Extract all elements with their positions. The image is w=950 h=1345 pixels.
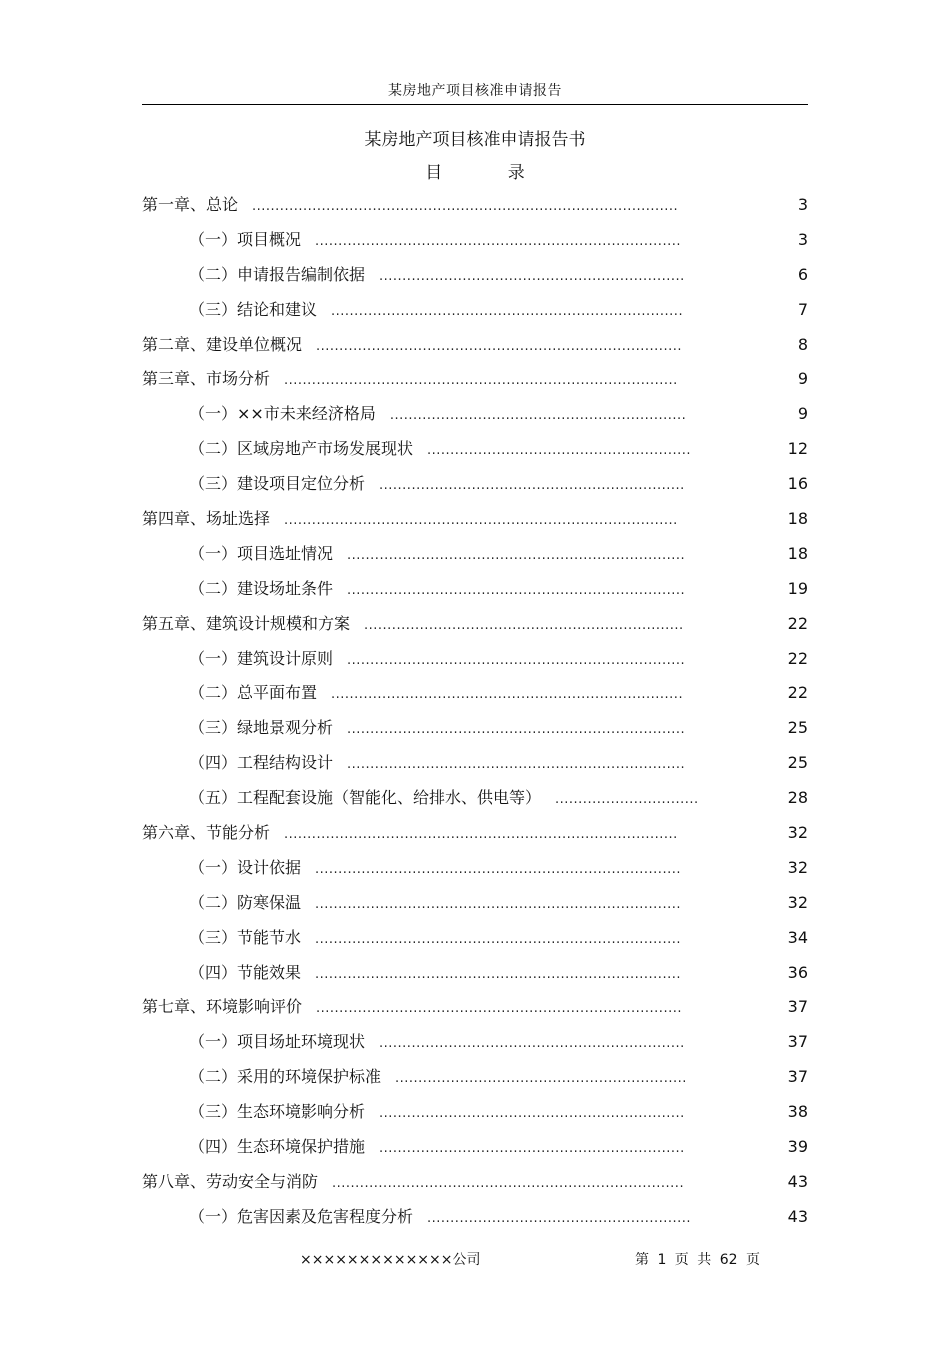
toc-entry-title: 第三章、市场分析 — [142, 369, 271, 389]
toc-dot-leader: ......................................................... — [427, 443, 692, 459]
toc-entry-title: （一）设计依据 — [189, 857, 302, 877]
toc-dot-leader: ................................................................ — [389, 408, 687, 424]
toc-entry-page-number: 32 — [787, 857, 808, 877]
toc-heading: 目 录 — [425, 163, 555, 183]
toc-entry-title: 第一章、总论 — [142, 195, 239, 214]
footer-page-info: 第 1 页 共 62 页 — [635, 1252, 760, 1268]
toc-entry-page-number: 6 — [797, 264, 808, 284]
toc-entry-section[interactable] — [142, 643, 808, 678]
toc-dot-leader: ............................................................................... — [315, 233, 681, 249]
running-header: 某房地产项目核准申请报告 — [388, 83, 562, 99]
toc-entry-title: （三）节能节水 — [189, 927, 302, 947]
toc-entry-title: 第七章、环境影响评价 — [142, 997, 303, 1017]
toc-dot-leader: ............................................................................ — [332, 1175, 685, 1191]
toc-entry-section[interactable] — [142, 747, 808, 782]
footer-company: ×××××××××××××公司 — [300, 1252, 481, 1268]
toc-entry-title: （一）项目选址情况 — [189, 543, 334, 563]
toc-dot-leader: ............................................................................... — [315, 931, 681, 947]
toc-entry-page-number: 37 — [787, 1032, 808, 1052]
toc-dot-leader: ..................................................................................... — [284, 827, 678, 843]
toc-entry-section[interactable] — [142, 259, 808, 294]
toc-dot-leader: ..................................................................................... — [284, 373, 678, 389]
document-title: 某房地产项目核准申请报告书 — [364, 130, 586, 150]
toc-entry-page-number: 18 — [787, 509, 808, 529]
toc-entry-page-number: 9 — [797, 404, 808, 424]
toc-dot-leader: ............................................................... — [395, 1071, 687, 1087]
toc-entry-page-number: 32 — [787, 892, 808, 912]
toc-entry-page-number: 16 — [787, 474, 808, 494]
toc-dot-leader: ......................................................... — [427, 1210, 692, 1226]
toc-entry-chapter[interactable] — [142, 363, 808, 398]
toc-entry-page-number: 9 — [797, 369, 808, 389]
toc-entry-title: （三）生态环境影响分析 — [189, 1102, 366, 1122]
toc-entry-title: （三）结论和建议 — [189, 299, 318, 319]
toc-entry-section[interactable] — [142, 957, 808, 992]
toc-entry-title: （二）采用的环境保护标准 — [189, 1067, 382, 1087]
toc-entry-chapter[interactable] — [142, 503, 808, 538]
toc-dot-leader: ............................................................................ — [331, 303, 684, 319]
toc-entry-section[interactable] — [142, 922, 808, 957]
header-rule — [142, 104, 808, 105]
toc-entry-page-number: 19 — [787, 578, 808, 598]
toc-dot-leader: ............................................................................... — [315, 896, 681, 912]
toc-entry-section[interactable] — [142, 433, 808, 468]
toc-entry-section[interactable] — [142, 852, 808, 887]
toc-dot-leader: ............................................................................... — [315, 966, 681, 982]
table-of-contents — [142, 189, 808, 1236]
toc-entry-title: 第五章、建筑设计规模和方案 — [142, 613, 351, 633]
toc-entry-chapter[interactable] — [142, 189, 808, 224]
toc-entry-title: （三）绿地景观分析 — [189, 718, 334, 738]
toc-entry-page-number: 22 — [787, 648, 808, 668]
toc-entry-page-number: 28 — [787, 788, 808, 808]
toc-entry-section[interactable] — [142, 224, 808, 259]
toc-entry-title: 第四章、场址选择 — [142, 509, 271, 529]
toc-entry-title: （二）防寒保温 — [189, 892, 302, 912]
toc-entry-section[interactable] — [142, 887, 808, 922]
toc-dot-leader: .................................................................. — [379, 268, 685, 284]
toc-dot-leader: ............................................................................ — [331, 687, 684, 703]
toc-entry-section[interactable] — [142, 1026, 808, 1061]
toc-dot-leader: .................................................................. — [379, 1036, 685, 1052]
toc-entry-title: （四）生态环境保护措施 — [189, 1137, 366, 1157]
toc-entry-chapter[interactable] — [142, 329, 808, 364]
toc-entry-title: （一）项目概况 — [189, 229, 302, 249]
toc-entry-section[interactable] — [142, 782, 808, 817]
toc-dot-leader: .................................................................. — [379, 1141, 685, 1157]
toc-entry-page-number: 38 — [787, 1102, 808, 1122]
toc-entry-title: （五）工程配套设施（智能化、给排水、供电等） — [189, 788, 542, 808]
toc-entry-title: （二）总平面布置 — [189, 683, 318, 703]
toc-entry-section[interactable] — [142, 573, 808, 608]
toc-entry-page-number: 37 — [787, 997, 808, 1017]
toc-entry-section[interactable] — [142, 1201, 808, 1236]
page-footer — [0, 1249, 950, 1269]
toc-dot-leader: ............................................................................... — [315, 861, 681, 877]
toc-entry-section[interactable] — [142, 538, 808, 573]
toc-entry-title: 第八章、劳动安全与消防 — [142, 1171, 319, 1191]
toc-entry-section[interactable] — [142, 677, 808, 712]
toc-entry-page-number: 22 — [787, 683, 808, 703]
toc-entry-page-number: 39 — [787, 1137, 808, 1157]
toc-entry-page-number: 18 — [787, 543, 808, 563]
toc-entry-page-number: 12 — [787, 439, 808, 459]
toc-entry-page-number: 3 — [797, 229, 808, 249]
toc-dot-leader: ..................................................................... — [364, 617, 684, 633]
toc-dot-leader: ............................................................................... — [316, 338, 682, 354]
toc-dot-leader: ......................................................................... — [347, 652, 686, 668]
toc-entry-title: （四）工程结构设计 — [189, 753, 334, 773]
toc-entry-chapter[interactable] — [142, 1166, 808, 1201]
toc-dot-leader: ......................................................................... — [347, 582, 686, 598]
toc-dot-leader: ......................................................................... — [347, 547, 686, 563]
toc-entry-section[interactable] — [142, 294, 808, 329]
toc-dot-leader: ......................................................................... — [347, 722, 686, 738]
toc-entry-chapter[interactable] — [142, 608, 808, 643]
toc-entry-page-number: 25 — [787, 753, 808, 773]
toc-entry-title: （二）申请报告编制依据 — [189, 264, 366, 284]
toc-entry-title: （二）区域房地产市场发展现状 — [189, 439, 414, 459]
toc-entry-title: （二）建设场址条件 — [189, 578, 334, 598]
toc-entry-page-number: 32 — [787, 823, 808, 843]
toc-entry-section[interactable] — [142, 712, 808, 747]
toc-entry-page-number: 43 — [787, 1206, 808, 1226]
toc-entry-page-number: 3 — [797, 195, 808, 214]
toc-entry-chapter[interactable] — [142, 817, 808, 852]
toc-entry-title: （一）项目场址环境现状 — [189, 1032, 366, 1052]
toc-entry-section[interactable] — [142, 1061, 808, 1096]
toc-entry-title: （四）节能效果 — [189, 962, 302, 982]
toc-entry-section[interactable] — [142, 1131, 808, 1166]
toc-entry-title: （一）建筑设计原则 — [189, 648, 334, 668]
toc-dot-leader: ............................... — [555, 792, 699, 808]
toc-entry-title: （一）危害因素及危害程度分析 — [189, 1206, 414, 1226]
toc-entry-section[interactable] — [142, 468, 808, 503]
toc-dot-leader: ............................................................................... — [316, 1001, 682, 1017]
toc-dot-leader: ..................................................................................... — [284, 513, 678, 529]
toc-entry-title: （三）建设项目定位分析 — [189, 474, 366, 494]
toc-entry-page-number: 25 — [787, 718, 808, 738]
toc-dot-leader: .................................................................. — [379, 1106, 685, 1122]
toc-dot-leader: ......................................................................... — [347, 757, 686, 773]
toc-entry-page-number: 8 — [797, 334, 808, 354]
toc-dot-leader: .................................................................. — [379, 478, 685, 494]
toc-dot-leader: ............................................................................................ — [252, 199, 679, 214]
toc-entry-title: 第二章、建设单位概况 — [142, 334, 303, 354]
toc-entry-page-number: 36 — [787, 962, 808, 982]
toc-entry-page-number: 34 — [787, 927, 808, 947]
toc-entry-chapter[interactable] — [142, 991, 808, 1026]
toc-entry-page-number: 43 — [787, 1171, 808, 1191]
toc-entry-title: 第六章、节能分析 — [142, 823, 271, 843]
toc-entry-title: （一）××市未来经济格局 — [189, 404, 376, 424]
toc-entry-page-number: 22 — [787, 613, 808, 633]
toc-entry-section[interactable] — [142, 398, 808, 433]
toc-entry-page-number: 7 — [797, 299, 808, 319]
toc-entry-section[interactable] — [142, 1096, 808, 1131]
toc-entry-page-number: 37 — [787, 1067, 808, 1087]
